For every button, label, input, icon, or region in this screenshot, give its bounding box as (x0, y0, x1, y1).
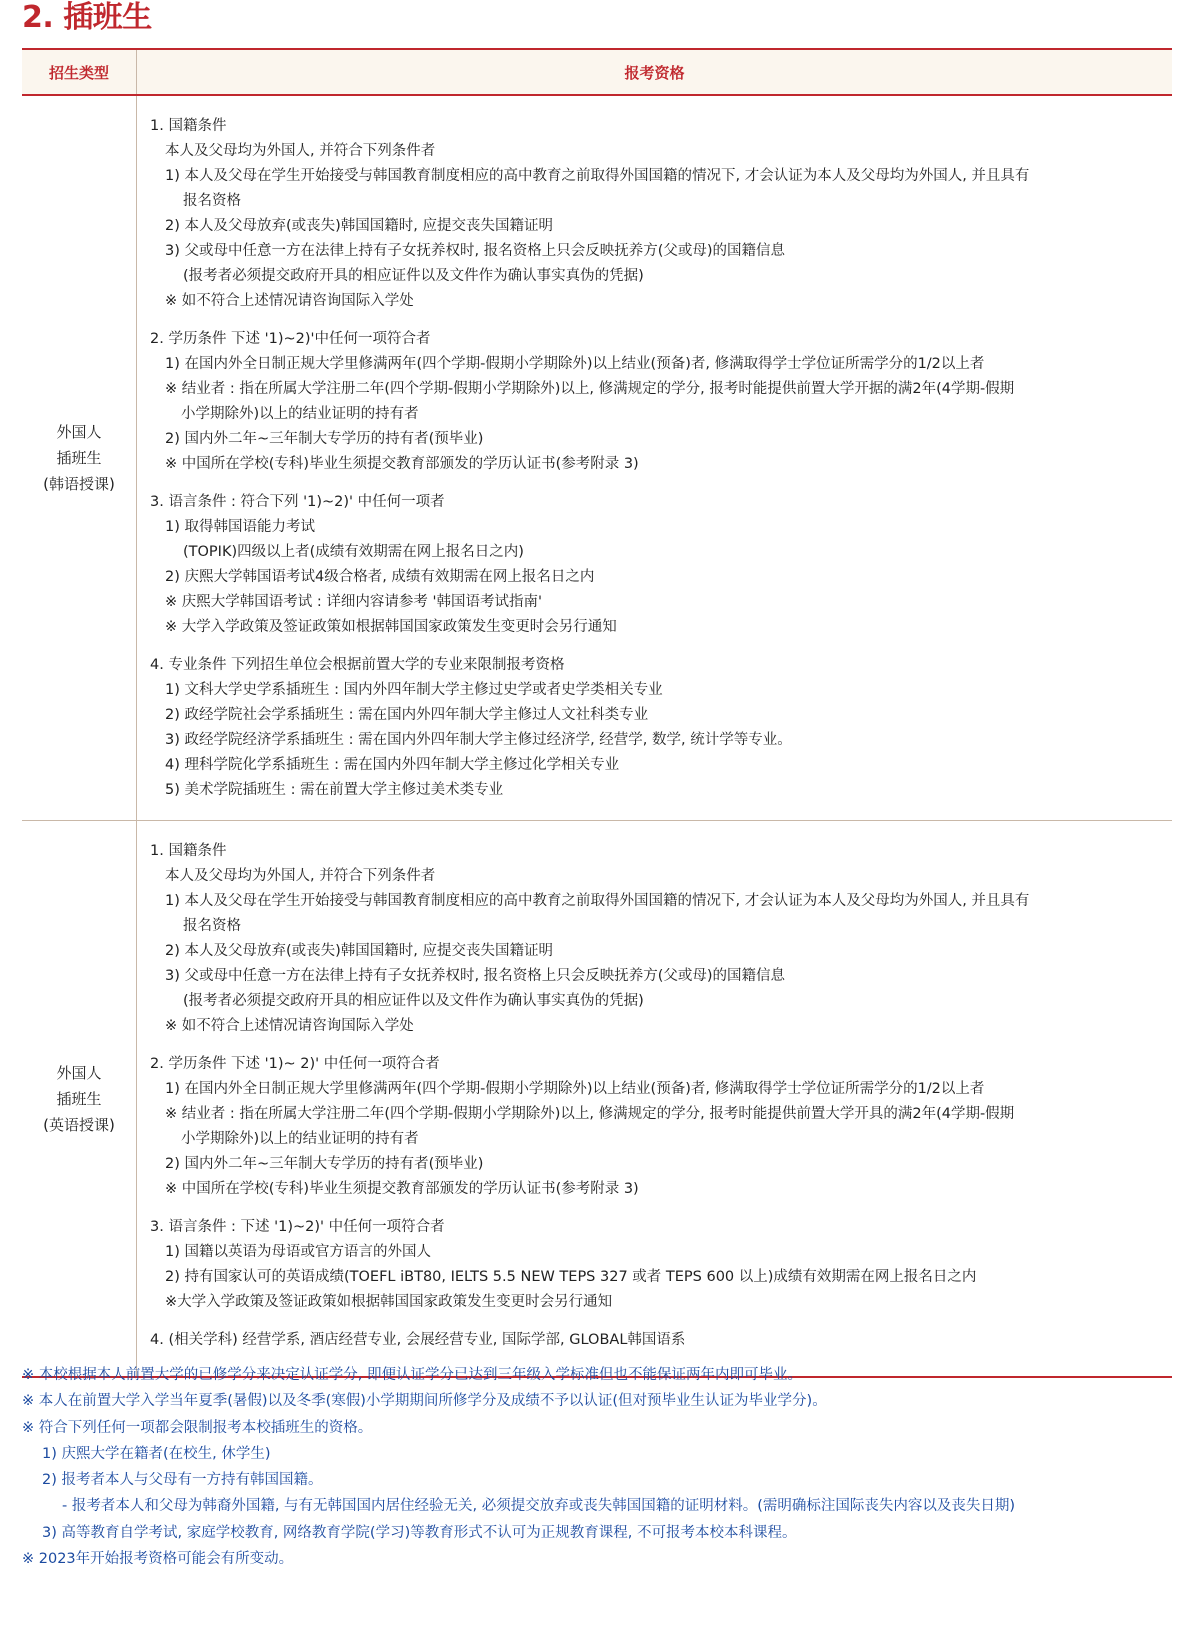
text-line: 2. 学历条件 下述 '1)~ 2)' 中任何一项符合者 (150, 1056, 440, 1072)
text-line: ※ 本校根据本人前置大学的已修学分来决定认证学分, 即便认证学分已达到三年级入学标准但也不能保证两年内即可毕业。 (22, 1367, 802, 1383)
text-line: (报考者必须提交政府开具的相应证件以及文件作为确认事实真伪的凭据) (183, 993, 644, 1009)
page-title: 2. 插班生 (22, 0, 152, 35)
text-line: 2) 持有国家认可的英语成绩(TOEFL iBT80, IELTS 5.5 NEW TEPS 327 或者 TEPS 600 以上)成绩有效期需在网上报名日之内 (165, 1269, 977, 1285)
text-line: ※ 中国所在学校(专科)毕业生须提交教育部颁发的学历认证书(参考附录 3) (165, 456, 639, 472)
text-line: 1) 在国内外全日制正规大学里修满两年(四个学期-假期小学期除外)以上结业(预备)者, 修满取得学士学位证所需学分的1/2以上者 (165, 356, 985, 372)
text-line: 3. 语言条件 : 符合下列 '1)~2)' 中任何一项者 (150, 494, 445, 510)
text-line: 4. 专业条件 下列招生单位会根据前置大学的专业来限制报考资格 (150, 657, 565, 673)
text-line: 2) 本人及父母放弃(或丧失)韩国国籍时, 应提交丧失国籍证明 (165, 943, 554, 959)
header-eligibility: 报考资格 (624, 63, 685, 82)
text-line: 3) 父或母中任意一方在法律上持有子女抚养权时, 报名资格上只会反映抚养方(父或母)的国籍信息 (165, 243, 786, 259)
section-gap (150, 477, 1172, 490)
text-line: 2) 本人及父母放弃(或丧失)韩国国籍时, 应提交丧失国籍证明 (165, 218, 554, 234)
text-line: 小学期除外)以上的结业证明的持有者 (181, 406, 419, 422)
text-line: 报名资格 (183, 918, 241, 934)
text-line: ※ 结业者 : 指在所属大学注册二年(四个学期-假期小学期除外)以上, 修满规定的学分, 报考时能提供前置大学开具的满2年(4学期-假期 (165, 1106, 1015, 1122)
text-line: ※ 中国所在学校(专科)毕业生须提交教育部颁发的学历认证书(参考附录 3) (165, 1181, 639, 1197)
type-line: (英语授课) (43, 1115, 115, 1134)
text-line: 报名资格 (183, 193, 241, 209)
type-line: (韩语授课) (43, 475, 115, 493)
text-line: ※ 庆熙大学韩国语考试 : 详细内容请参考 '韩国语考试指南' (165, 594, 542, 610)
text-line: 3) 政经学院经济学系插班生 : 需在国内外四年制大学主修过经济学, 经营学, 数学, 统计学等专业。 (165, 732, 792, 748)
section-gap (150, 314, 1172, 327)
eligibility-table (22, 48, 1172, 1378)
text-line: ※ 本人在前置大学入学当年夏季(暑假)以及冬季(寒假)小学期期间所修学分及成绩不予以认证(但对预毕业生认证为毕业学分)。 (22, 1393, 827, 1410)
type-line: 外国人 (56, 1063, 102, 1082)
table-row-english-taught (22, 821, 1172, 1378)
text-line: ※ 符合下列任何一项都会限制报考本校插班生的资格。 (22, 1419, 373, 1436)
text-line: 1) 本人及父母在学生开始接受与韩国教育制度相应的高中教育之前取得外国国籍的情况下, 才会认证为本人及父母均为外国人, 并且具有 (165, 893, 1030, 909)
text-line: (报考者必须提交政府开具的相应证件以及文件作为确认事实真伪的凭据) (183, 268, 644, 284)
admission-type-cell (22, 96, 137, 820)
text-line: ※ 2023年开始报考资格可能会有所变动。 (22, 1551, 294, 1568)
text-line: - 报考者本人和父母为韩裔外国籍, 与有无韩国国内居住经验无关, 必须提交放弃或丧失韩国国籍的证明材料。(需明确标注国际丧失内容以及丧失日期) (62, 1498, 1016, 1515)
eligibility-content (137, 96, 1172, 820)
eligibility-content (137, 821, 1172, 1376)
text-line: 1) 取得韩国语能力考试 (165, 519, 315, 535)
text-line: 1) 国籍以英语为母语或官方语言的外国人 (165, 1244, 431, 1260)
header-admission-type: 招生类型 (22, 50, 137, 94)
text-line: 3) 父或母中任意一方在法律上持有子女抚养权时, 报名资格上只会反映抚养方(父或母)的国籍信息 (165, 968, 786, 984)
table-header (22, 48, 1172, 96)
section-gap (150, 640, 1172, 653)
text-line: 3. 语言条件 : 下述 '1)~2)' 中任何一项符合者 (150, 1219, 445, 1235)
admission-type-cell (22, 821, 137, 1376)
text-line: 本人及父母均为外国人, 并符合下列条件者 (165, 868, 436, 884)
text-line: 2) 报考者本人与父母有一方持有韩国国籍。 (42, 1472, 323, 1489)
footnotes (22, 1362, 1172, 1572)
text-line: 4. (相关学科) 经营学系, 酒店经营专业, 会展经营专业, 国际学部, GLOBAL韩国语系 (150, 1332, 686, 1348)
type-line: 插班生 (56, 449, 102, 467)
text-line: 2) 政经学院社会学系插班生 : 需在国内外四年制大学主修过人文社科类专业 (165, 707, 649, 723)
section-gap (150, 1202, 1172, 1215)
text-line: ※ 大学入学政策及签证政策如根据韩国国家政策发生变更时会另行通知 (165, 619, 617, 635)
text-line: 1) 本人及父母在学生开始接受与韩国教育制度相应的高中教育之前取得外国国籍的情况下, 才会认证为本人及父母均为外国人, 并且具有 (165, 168, 1030, 184)
text-line: 本人及父母均为外国人, 并符合下列条件者 (165, 143, 436, 159)
text-line: 1) 在国内外全日制正规大学里修满两年(四个学期-假期小学期除外)以上结业(预备)者, 修满取得学士学位证所需学分的1/2以上者 (165, 1081, 985, 1097)
text-line: 1) 文科大学史学系插班生 : 国内外四年制大学主修过史学或者史学类相关专业 (165, 682, 663, 698)
text-line: 2. 学历条件 下述 '1)~2)'中任何一项符合者 (150, 331, 431, 347)
text-line: 1. 国籍条件 (150, 843, 227, 859)
text-line: 小学期除外)以上的结业证明的持有者 (181, 1131, 419, 1147)
text-line: 5) 美术学院插班生 : 需在前置大学主修过美术类专业 (165, 782, 504, 798)
text-line: 2) 国内外二年~三年制大专学历的持有者(预毕业) (165, 431, 484, 447)
text-line: 3) 高等教育自学考试, 家庭学校教育, 网络教育学院(学习)等教育形式不认可为正规教育课程, 不可报考本校本科课程。 (42, 1524, 797, 1541)
text-line: ※ 如不符合上述情况请咨询国际入学处 (165, 1018, 414, 1034)
section-gap (150, 1039, 1172, 1052)
section-gap (150, 1315, 1172, 1328)
text-line: 4) 理科学院化学系插班生 : 需在国内外四年制大学主修过化学相关专业 (165, 757, 620, 773)
text-line: 2) 庆熙大学韩国语考试4级合格者, 成绩有效期需在网上报名日之内 (165, 569, 595, 585)
text-line: ※大学入学政策及签证政策如根据韩国国家政策发生变更时会另行通知 (165, 1294, 613, 1310)
text-line: (TOPIK)四级以上者(成绩有效期需在网上报名日之内) (183, 544, 524, 560)
type-line: 插班生 (56, 1089, 102, 1108)
table-row-korean-taught (22, 96, 1172, 821)
type-line: 外国人 (56, 423, 102, 441)
text-line: ※ 结业者 : 指在所属大学注册二年(四个学期-假期小学期除外)以上, 修满规定的学分, 报考时能提供前置大学开据的满2年(4学期-假期 (165, 381, 1015, 397)
text-line: ※ 如不符合上述情况请咨询国际入学处 (165, 293, 414, 309)
text-line: 2) 国内外二年~三年制大专学历的持有者(预毕业) (165, 1156, 484, 1172)
text-line: 1) 庆熙大学在籍者(在校生, 休学生) (42, 1445, 271, 1462)
text-line: 1. 国籍条件 (150, 118, 227, 134)
